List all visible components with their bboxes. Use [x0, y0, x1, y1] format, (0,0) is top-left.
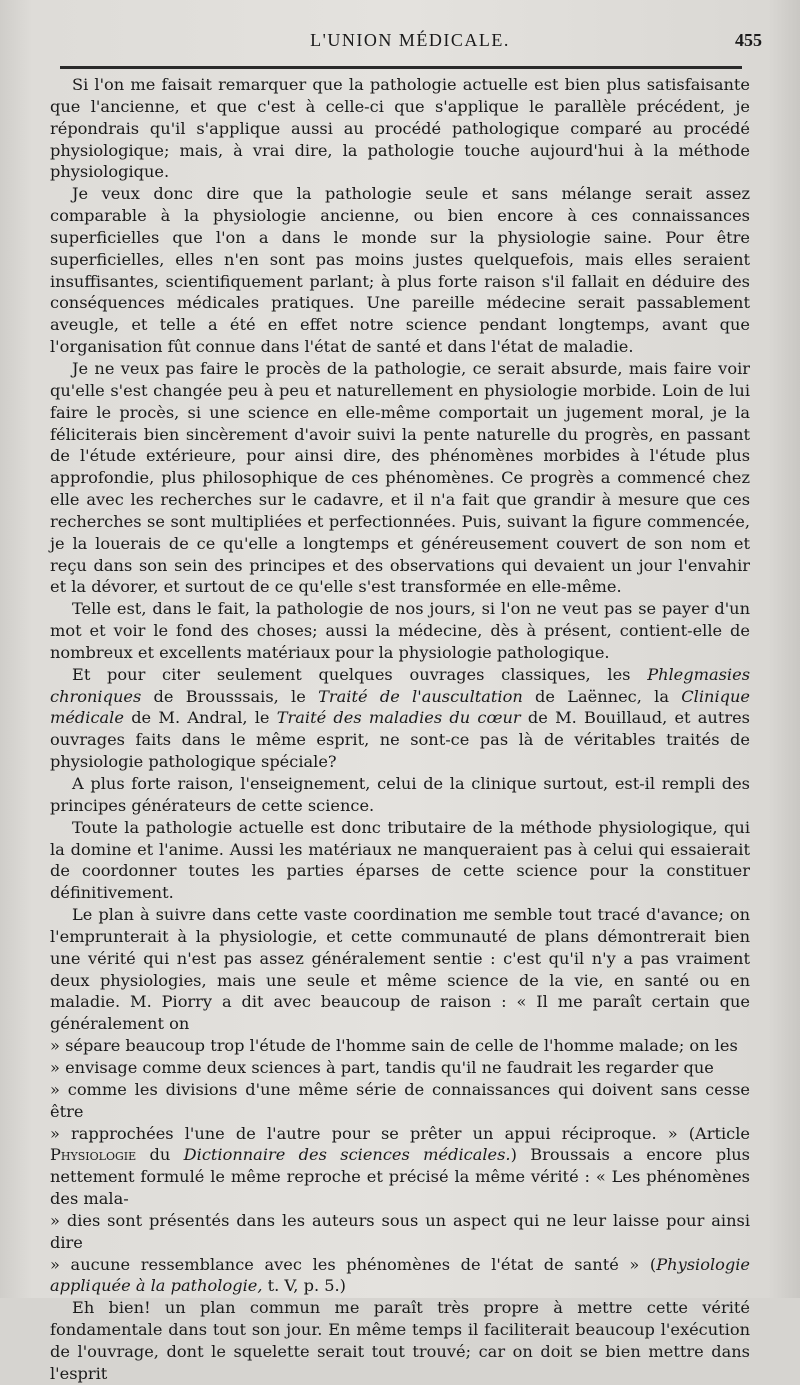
text-run: aucune ressemblance avec les phénomènes de l'état de santé » (: [70, 1254, 657, 1274]
paragraph: [50, 904, 750, 1035]
text-run: Si l'on me faisait remarquer que la pathologie actuelle est bien plus satisfaisante que l'ancienne, et que c'est à celle-ci que s'applique le parallèle précédent, je répondrais qu'il s'applique aussi au procédé pathologique comparé au procédé physiologique; mais, à vrai dire, la pathologie touche aujourd'hui à la méthode physiologique.: [50, 75, 750, 182]
text-run: Eh bien! un plan commun me paraît très propre à mettre cette vérité fondamentale dans tout son jour. En même temps il faciliterait beaucoup l'exécution de l'ouvrage, dont le squelette serait tout trouvé; car on doit se bien mettre dans l'esprit: [50, 1298, 750, 1383]
text-run: de M. Andral, le: [123, 708, 277, 728]
paragraph: [50, 598, 750, 664]
text-run: A plus forte raison, l'enseignement, celui de la clinique surtout, est-il rempli des principes générateurs de cette science.: [50, 774, 750, 815]
text-run: envisage comme deux sciences à part, tandis qu'il ne faudrait les regarder que: [65, 1057, 714, 1077]
text-run: de Laënnec, la: [522, 686, 682, 706]
text-run: Physiologie: [50, 1145, 137, 1165]
quoted-passage: [50, 1079, 750, 1123]
italic-title: Physiologie appliquée à la pathologie,: [50, 1254, 750, 1296]
text-run: Toute la pathologie actuelle est donc tributaire de la méthode physiologique, qui la domine et l'anime. Aussi les matériaux ne manqueraient pas à celui qui essaierait de coordonner toutes les parties éparses de cette science pour la constituer définitivement.: [50, 817, 750, 903]
italic-title: Dictionnaire des sciences médicales.: [183, 1145, 511, 1165]
text-run: Le plan à suivre dans cette vaste coordination me semble tout tracé d'avance; on l'emprunterait à la physiologie, et cette communauté de plans démontrerait bien une vérité qui n'est pas assez généralement sentie : c'est qu'il n'y a pas vraiment deux physiologies, mais une seule et même science de la vie, en santé ou en maladie. M. Piorry a dit avec beaucoup de raison : « Il me paraît certain que généralement on: [50, 905, 750, 1034]
text-run: rapprochées l'une de l'autre pour se prêter un appui réciproque. » (Article: [71, 1123, 750, 1143]
paragraph: [50, 773, 750, 817]
text-run: du: [136, 1145, 184, 1165]
paragraph: [50, 358, 750, 598]
paragraph: [50, 74, 750, 183]
italic-title: Phlegmasies chroniques: [50, 664, 750, 706]
paragraph: [50, 664, 750, 773]
text-run: Je ne veux pas faire le procès de la pathologie, ce serait absurde, mais faire voir qu'elle s'est changée peu à peu et naturellement en physiologie morbide. Loin de lui faire le procès, si une science en elle-même comportait un jugement moral, je la féliciterais bien sincèrement d'avoir suivi la pente naturelle du progrès, en passant de l'étude extérieure, pour ainsi dire, des phénomènes morbides à l'étude plus approfondie, plus philosophique de ces phénomènes. Ce progrès a commencé chez elle avec les recherches sur le cadavre, et il n'a fait que grandir à mesure que ces recherches se sont multipliées et perfectionnées. Puis, suivant la figure commencée, je la louerais de ce qu'elle a longtemps et généreusement couvert de son nom et reçu dans son sein des principes et des observations qui devaient un jour l'envahir et la dévorer, et surtout de ce qu'elle s'est transformée en elle-même.: [50, 358, 750, 597]
page-number: 455: [735, 30, 762, 50]
header-rule: [60, 66, 742, 69]
italic-title: Traité de l'auscultation: [318, 686, 523, 706]
paragraph: [50, 817, 750, 904]
text-run: t. V, p. 5.): [262, 1276, 346, 1296]
text-run: de Brousssais, le: [141, 686, 319, 706]
text-run: sépare beaucoup trop l'étude de l'homme sain de celle de l'homme malade; on les: [65, 1036, 738, 1056]
paragraph: [50, 183, 750, 358]
italic-title: Clinique médicale: [50, 686, 751, 728]
quoted-passage: [50, 1210, 750, 1254]
body-text: [50, 74, 750, 1385]
paragraph: [50, 1297, 750, 1384]
quoted-passage: [50, 1035, 750, 1057]
page-header: [50, 26, 770, 56]
quoted-passage: [50, 1057, 750, 1079]
text-run: Et pour citer seulement quelques ouvrages classiques, les: [72, 664, 648, 684]
text-run: de M. Bouillaud, et autres ouvrages faits dans le même esprit, ne sont-ce pas là de véritables traités de physiologie pathologique spéciale?: [50, 708, 750, 772]
text-run: comme les divisions d'une même série de connaissances qui doivent sans cesse être: [50, 1079, 750, 1121]
quoted-passage: [50, 1254, 750, 1298]
text-run: Je veux donc dire que la pathologie seule et sans mélange serait assez comparable à la physiologie ancienne, ou bien encore à ces connaissances superficielles que l'on a dans le monde sur la physiologie saine. Pour être superficielles, elles n'en sont pas moins justes quelquefois, mais elles seraient insuffisantes, scientifiquement parlant; à plus forte raison s'il fallait en déduire des conséquences médicales pratiques. Une pareille médecine serait passablement aveugle, et telle a été en effet notre science pendant longtemps, avant que l'organisation fût connue dans l'état de santé et dans l'état de maladie.: [50, 184, 750, 357]
text-run: Telle est, dans le fait, la pathologie de nos jours, si l'on ne veut pas se payer d'un mot et voir le fond des choses; aussi la médecine, dès à présent, contient-elle de nombreux et excellents matériaux pour la physiologie pathologique.: [50, 599, 750, 662]
text-run: ) Broussais a encore plus nettement formulé le même reproche et précisé la même vérité : « Les phénomènes des mala-: [50, 1145, 750, 1209]
text-run: dies sont présentés dans les auteurs sous un aspect qui ne leur laisse pour ainsi dire: [50, 1210, 750, 1252]
running-title: L'UNION MÉDICALE.: [310, 30, 510, 50]
italic-title: Traité des maladies du cœur: [276, 708, 521, 728]
quoted-passage: [50, 1123, 750, 1210]
